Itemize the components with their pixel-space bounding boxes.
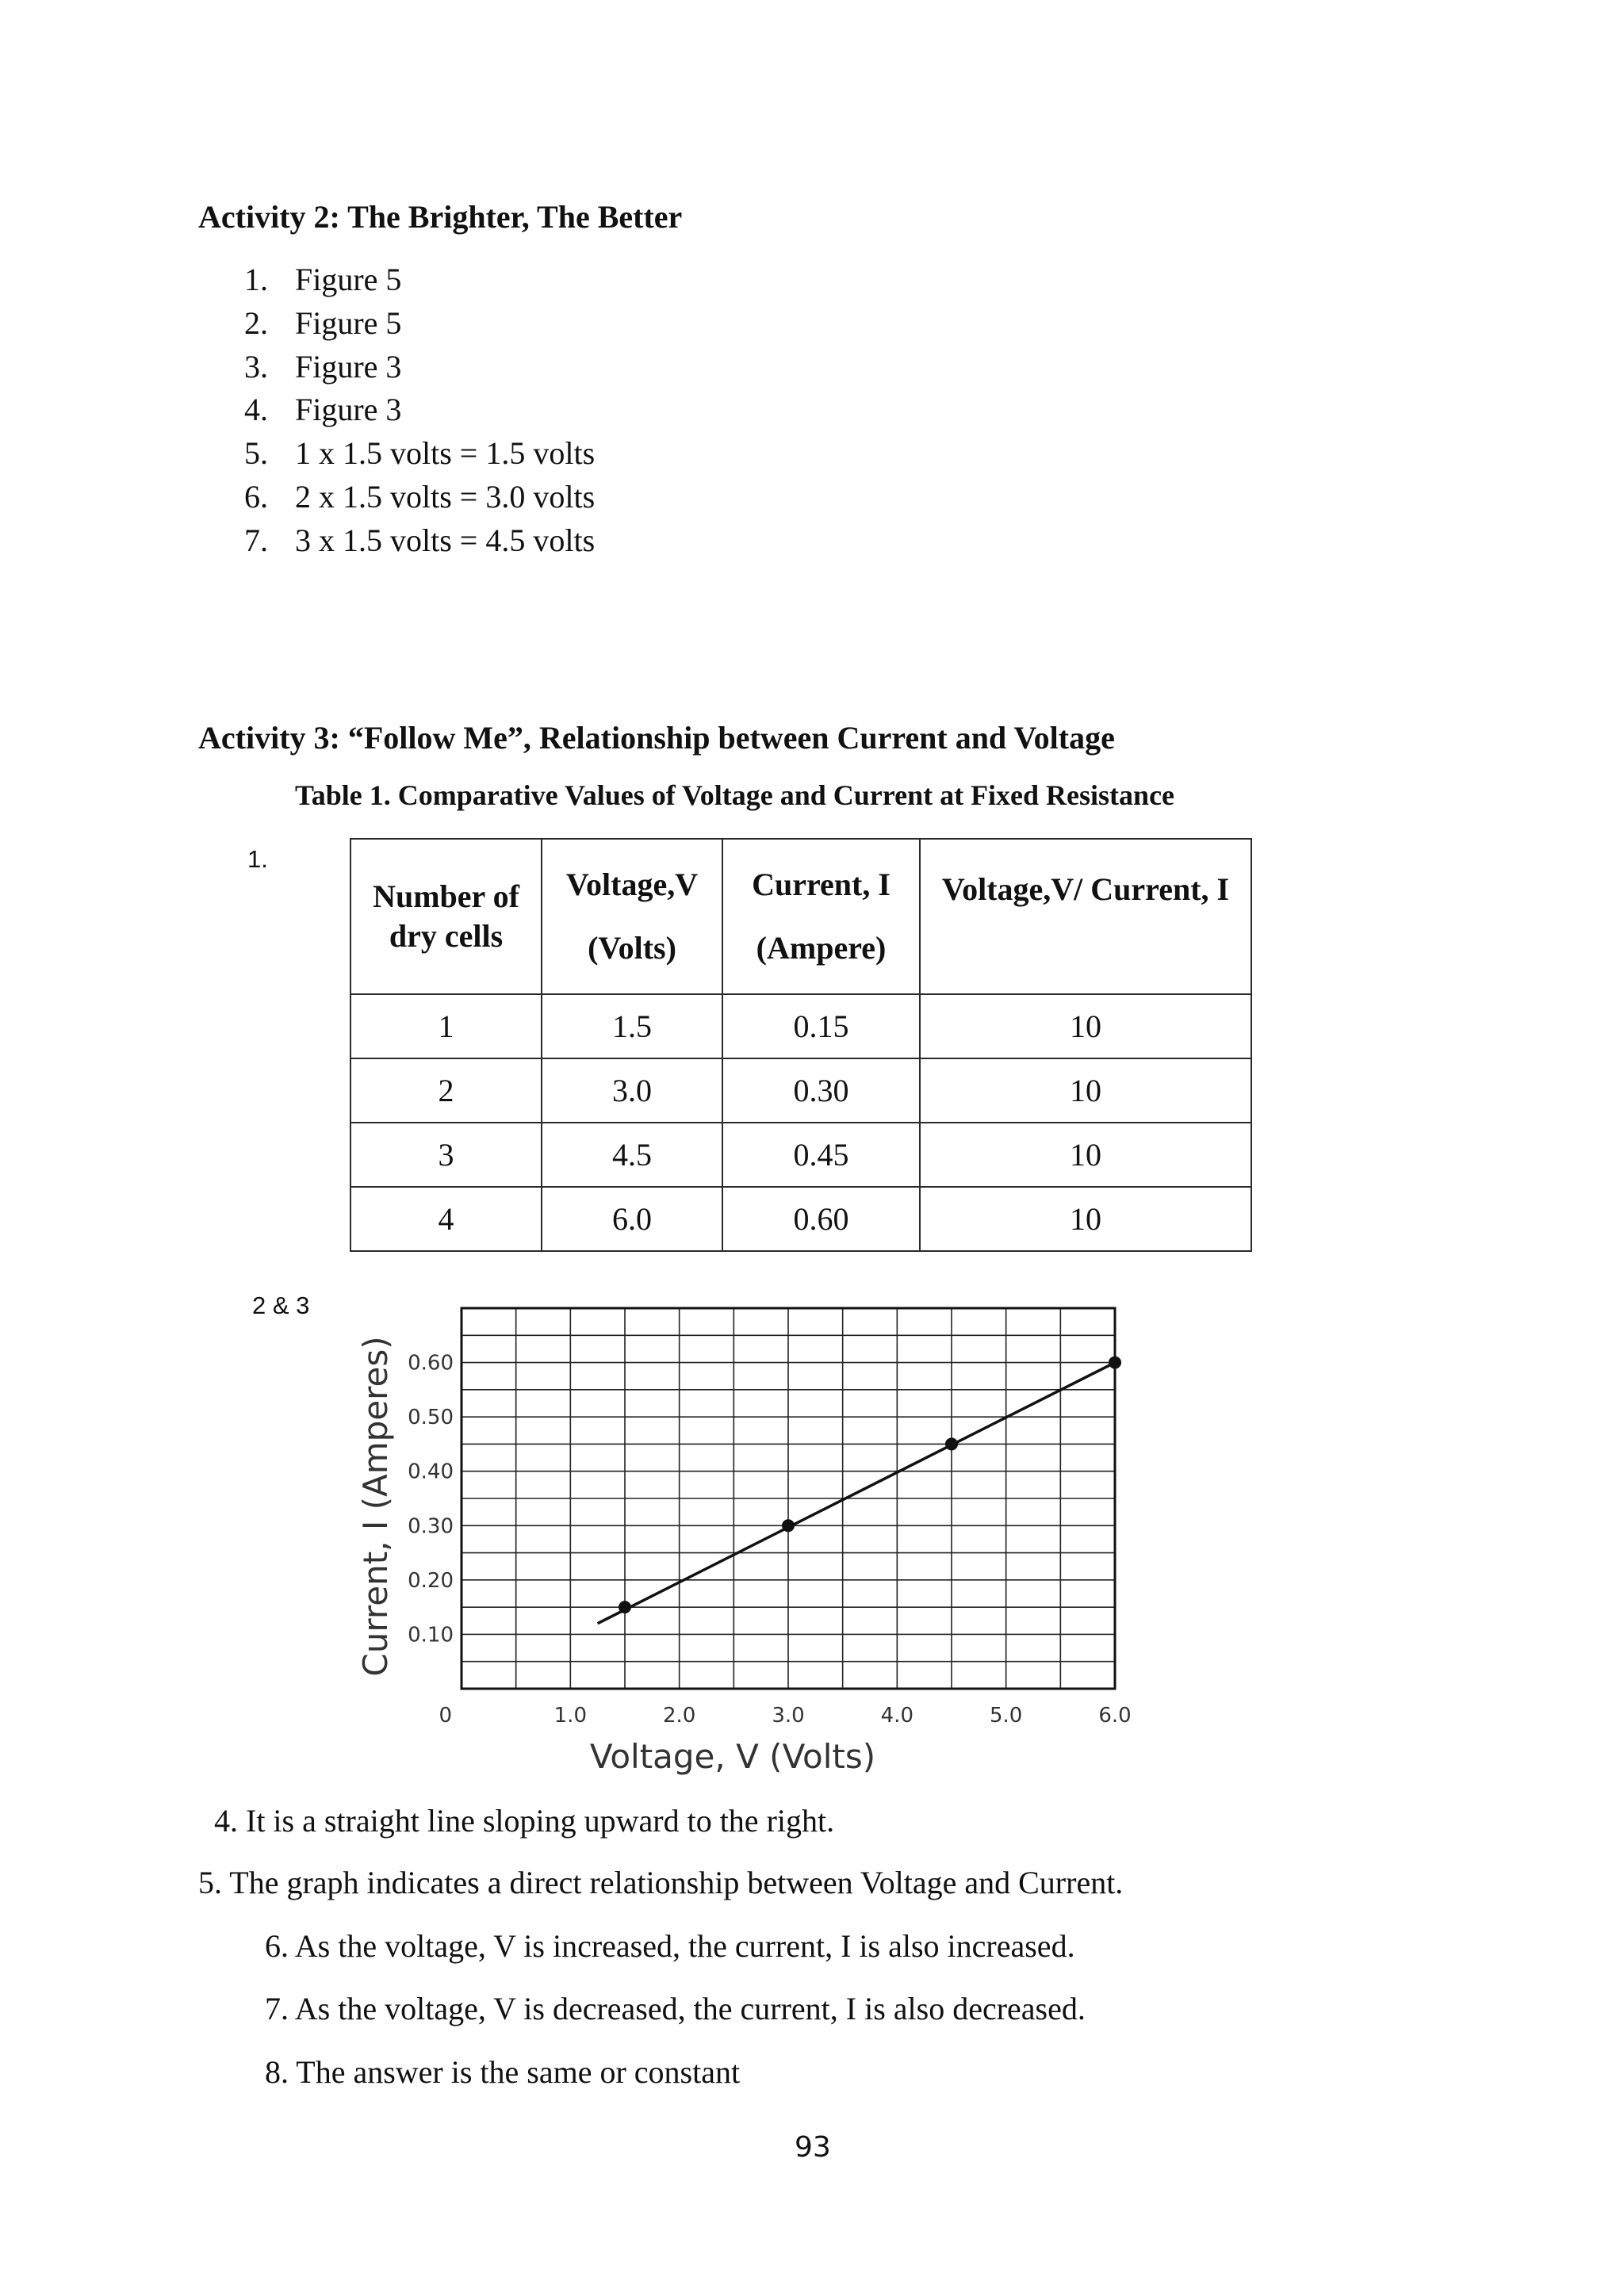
cell-voltage: 3.0	[542, 1058, 722, 1123]
cell-current: 0.15	[722, 994, 920, 1058]
table-row	[350, 1123, 1251, 1187]
y-tick-label: 0.40	[408, 1460, 454, 1484]
answer-8: 8. The answer is the same or constant	[265, 2054, 741, 2090]
cell-current: 0.30	[722, 1058, 920, 1123]
data-point	[945, 1437, 958, 1450]
list-item: 3. Figure 3	[244, 348, 402, 385]
series-line	[598, 1363, 1115, 1624]
x-tick-label: 6.0	[1098, 1704, 1132, 1728]
header-current: Current, I (Ampere)	[722, 839, 920, 994]
cell-ratio: 10	[920, 994, 1251, 1058]
data-point	[619, 1601, 631, 1613]
cell-dry-cells: 4	[350, 1187, 542, 1251]
table-row	[350, 1187, 1251, 1251]
answer-4: 4. It is a straight line sloping upward to the right.	[214, 1803, 835, 1839]
cell-voltage: 6.0	[542, 1187, 722, 1251]
item-2-3-label: 2 & 3	[252, 1292, 310, 1319]
y-tick-label: 0.30	[408, 1514, 454, 1539]
table-caption: Table 1. Comparative Values of Voltage and Current at Fixed Resistance	[295, 779, 1175, 811]
y-axis-label: Current, I (Amperes)	[356, 1336, 395, 1677]
data-point	[782, 1519, 795, 1532]
cell-ratio: 10	[920, 1123, 1251, 1187]
cell-voltage: 1.5	[542, 994, 722, 1058]
cell-current: 0.45	[722, 1123, 920, 1187]
y-tick-label: 0.50	[408, 1406, 454, 1430]
cell-voltage: 4.5	[542, 1123, 722, 1187]
answer-6: 6. As the voltage, V is increased, the current, I is also increased.	[265, 1928, 1075, 1964]
y-tick-label: 0.60	[408, 1351, 454, 1376]
header-ratio: Voltage,V/ Current, I	[920, 839, 1251, 994]
list-item: 1. Figure 5	[244, 262, 402, 297]
cell-current: 0.60	[722, 1187, 920, 1251]
activity2-answer-list	[244, 258, 595, 563]
x-tick-label: 4.0	[880, 1704, 914, 1728]
cell-dry-cells: 3	[350, 1123, 542, 1187]
list-item: 5. 1 x 1.5 volts = 1.5 volts	[244, 435, 596, 472]
x-tick-label: 3.0	[772, 1704, 805, 1728]
activity2-title: Activity 2: The Brighter, The Better	[198, 199, 683, 235]
origin-label: 0	[439, 1704, 452, 1728]
voltage-current-graph	[333, 1276, 1158, 1784]
answer-7: 7. As the voltage, V is decreased, the current, I is also decreased.	[265, 1991, 1086, 2026]
cell-ratio: 10	[920, 1058, 1251, 1123]
table-header-row	[350, 839, 1251, 994]
cell-dry-cells: 2	[350, 1058, 542, 1123]
item-1-label: 1.	[247, 845, 268, 873]
cell-dry-cells: 1	[350, 994, 542, 1058]
list-item: 7. 3 x 1.5 volts = 4.5 volts	[244, 522, 596, 558]
page-number: 93	[795, 2131, 831, 2164]
x-axis-label: Voltage, V (Volts)	[589, 1737, 876, 1776]
y-tick-label: 0.10	[408, 1623, 454, 1647]
list-item: 4. Figure 3	[244, 392, 402, 428]
x-tick-label: 5.0	[989, 1704, 1023, 1728]
y-tick-label: 0.20	[408, 1568, 454, 1593]
answer-5: 5. The graph indicates a direct relationship between Voltage and Current.	[198, 1865, 1124, 1900]
x-tick-label: 2.0	[662, 1704, 696, 1728]
table-row	[350, 1058, 1251, 1123]
cell-ratio: 10	[920, 1187, 1251, 1251]
table-row	[350, 994, 1251, 1058]
x-tick-label: 1.0	[553, 1704, 588, 1728]
list-item: 6. 2 x 1.5 volts = 3.0 volts	[244, 478, 596, 515]
voltage-current-table	[350, 838, 1252, 1252]
list-item: 2. Figure 5	[244, 304, 402, 341]
activity3-title: Activity 3: “Follow Me”, Relationship between Current and Voltage	[198, 720, 1115, 756]
data-point	[1109, 1357, 1121, 1369]
header-voltage: Voltage,V (Volts)	[542, 839, 722, 994]
header-dry-cells: Number of dry cells	[350, 839, 542, 994]
